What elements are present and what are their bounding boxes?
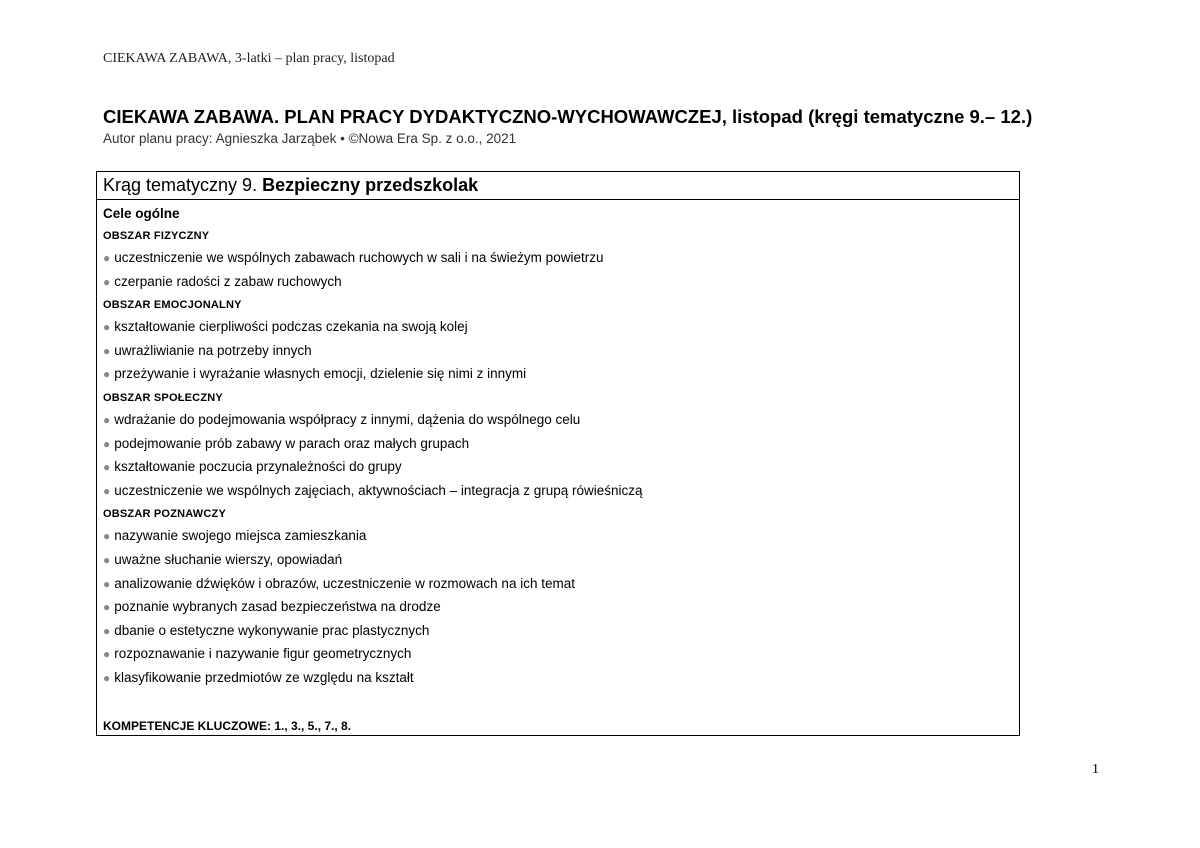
document-title: CIEKAWA ZABAWA. PLAN PRACY DYDAKTYCZNO-WYCHOWAWCZEJ, listopad (kręgi tematyczne 9.– 12.) (103, 106, 1033, 127)
bullet-icon: ● (103, 367, 111, 382)
key-competences: KOMPETENCJE KLUCZOWE: 1., 3., 5., 7., 8. (103, 719, 352, 733)
list-item: ● czerpanie radości z zabaw ruchowych (103, 273, 342, 289)
area-title: OBSZAR FIZYCZNY (103, 230, 210, 242)
running-header: CIEKAWA ZABAWA, 3-latki – plan pracy, listopad (103, 51, 395, 66)
list-item: ● podejmowanie prób zabawy w parach oraz małych grupach (103, 435, 470, 451)
list-item: ● uczestniczenie we wspólnych zajęciach, aktywnościach – integracja z grupą rówieśniczą (103, 482, 643, 498)
bullet-icon: ● (103, 343, 111, 358)
list-item: ● klasyfikowanie przedmiotów ze względu na kształt (103, 669, 414, 685)
list-item: ● analizowanie dźwięków i obrazów, uczestniczenie w rozmowach na ich temat (103, 575, 575, 591)
list-item: ● uczestniczenie we wspólnych zabawach ruchowych w sali i na świeżym powietrzu (103, 250, 604, 265)
topic-body (97, 200, 1019, 690)
bullet-icon: ● (103, 483, 111, 498)
list-item: ● poznanie wybranych zasad bezpieczeństwa na drodze (103, 599, 441, 615)
topic-table (96, 171, 1020, 736)
author-line: Autor planu pracy: Agnieszka Jarząbek • ©Nowa Era Sp. z o.o., 2021 (103, 131, 517, 146)
list-item: ● wdrażanie do podejmowania współpracy z innymi, dążenia do wspólnego celu (103, 411, 581, 427)
list-item: ● nazywanie swojego miejsca zamieszkania (103, 528, 367, 544)
area-title: OBSZAR EMOCJONALNY (103, 299, 242, 312)
area-title: OBSZAR SPOŁECZNY (103, 391, 223, 404)
bullet-icon: ● (103, 436, 111, 451)
bullet-icon: ● (103, 529, 111, 544)
list-item: ● uważne słuchanie wierszy, opowiadań (103, 551, 343, 567)
list-item: ● rozpoznawanie i nazywanie figur geometrycznych (103, 646, 412, 662)
topic-name: Bezpieczny przedszkolak (262, 175, 479, 195)
bullet-icon: ● (103, 460, 111, 475)
bullet-icon: ● (103, 552, 111, 567)
goals-title: Cele ogólne (103, 206, 180, 221)
topic-prefix: Krąg tematyczny 9. (103, 175, 263, 195)
topic-header (97, 172, 1019, 200)
page-number: 1 (1092, 762, 1099, 777)
bullet-icon: ● (103, 320, 111, 335)
bullet-icon: ● (103, 251, 111, 265)
bullet-icon: ● (103, 670, 111, 685)
list-item: ● uwrażliwianie na potrzeby innych (103, 342, 312, 358)
list-item: ● kształtowanie poczucia przynależności do grupy (103, 459, 402, 475)
list-item: ● kształtowanie cierpliwości podczas czekania na swoją kolej (103, 319, 468, 335)
bullet-icon: ● (103, 623, 111, 638)
list-item: ● dbanie o estetyczne wykonywanie prac plastycznych (103, 622, 430, 638)
bullet-icon: ● (103, 647, 111, 662)
bullet-icon: ● (103, 576, 111, 591)
area-title: OBSZAR POZNAWCZY (103, 508, 226, 521)
bullet-icon: ● (103, 412, 111, 427)
bullet-icon: ● (103, 600, 111, 615)
bullet-icon: ● (103, 274, 111, 289)
list-item: ● przeżywanie i wyrażanie własnych emocji, dzielenie się nimi z innymi (103, 366, 527, 382)
